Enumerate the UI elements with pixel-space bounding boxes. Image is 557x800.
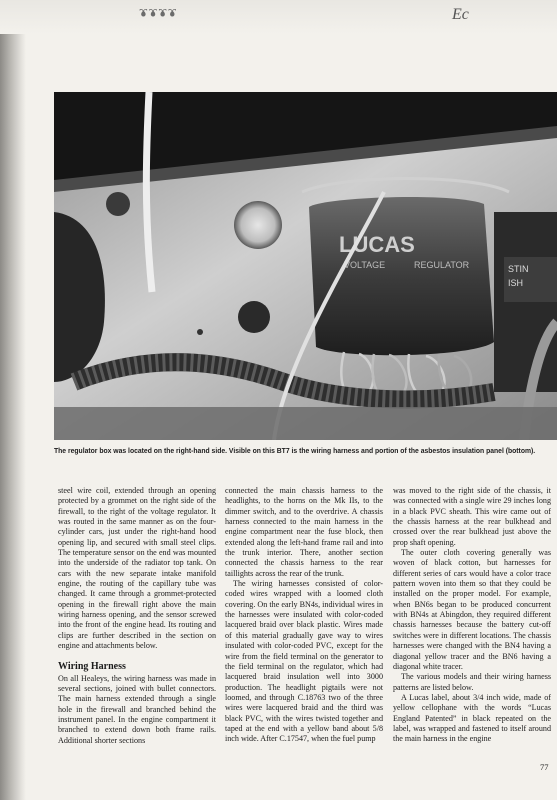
text-column-3 [393, 486, 551, 745]
photo-label-side-1: STIN [508, 264, 529, 274]
regulator-photo [54, 92, 557, 440]
photo-label-side-2: ISH [508, 278, 524, 288]
paragraph: The wiring harnesses consisted of color-coded wires wrapped with a loomed cloth covering. On the early BN4s, individual wires in the harnesses were insulated with color-coded lacquered braid over black plastic. Wires made of this material gradually gave way to wires insulated with color-coded PVC, except for the wire from the field terminal on the generator to the field terminal on the regulator, which had lacquered braid insulation well into 3000 production. The headlight pigtails were not loomed, and through C.18763 two of the three wires were lacquered braid and the third was black PVC, with the wires twisted together and taped at the end with a yellow band about 5/8 inch wide. After C.17547, when the fuel pump [225, 579, 383, 744]
photo-caption: The regulator box was located on the right-hand side. Visible on this BT7 is the wiring harness and portion of the asbestos insulation panel (bottom). [54, 446, 536, 455]
text-column-2 [225, 486, 383, 745]
photo-label-voltage: VOLTAGE [344, 260, 386, 270]
bleed-through-text-right: Ec [452, 6, 469, 23]
binding-shadow [0, 0, 26, 800]
text-column-1 [58, 486, 216, 746]
paragraph: A Lucas label, about 3/4 inch wide, made of yellow cellophane with the words “Lucas England Patented” in black repeated on the label, was wrapped and fastened to itself around the main harness in the engine [393, 692, 551, 744]
paragraph: steel wire coil, extended through an opening protected by a grommet on the right side of the firewall, to the right of the voltage regulator. It was routed in the same manner as on the four-cylinder cars, just under the right-hand hood opening lip, and secured with small steel clips. The temperature sensor on the end was mounted into the underside of the radiator top tank. On cars with the new separate intake manifold engine, the routing of the capillary tube was changed. It came through a grommet-protected opening in the firewall right above the main wiring harness opening, and the sensor screwed into the front of the engine head. Its routing and clips are further described in the section on engine and attachments below. [58, 486, 216, 651]
section-heading-wiring-harness: Wiring Harness [58, 660, 126, 672]
page-number: 77 [540, 762, 549, 772]
bleed-through-text-left: ᴥᴥᴥᴥ [138, 5, 177, 22]
photo-label-regulator: REGULATOR [414, 260, 470, 270]
paragraph: connected the main chassis harness to the headlights, to the horns on the Mk IIs, to the dimmer switch, and to the overdrive. A chassis harness connected to the main harness in the engine compartment near the fuse block, then extended along the left-hand frame rail and into the trunk interior. There, another section connected the chassis harness to the rear taillights across the rear of the trunk. [225, 486, 383, 578]
paragraph: The outer cloth covering generally was woven of black cotton, but harnesses for different series of cars would have a color trace pattern woven into them so that they could be installed on the proper model. For example, when BN6s began to be produced concurrent with BN4s at Abingdon, they required different chassis harnesses because the battery cut-off switches were in different locations. The chassis harnesses were changed with the BN4 having a diagonal yellow tracer and the BN6 having a diagonal white tracer. [393, 548, 551, 671]
paragraph: The various models and their wiring harness patterns are listed below. [393, 672, 551, 692]
paragraph: was moved to the right side of the chassis, it was connected with a single wire 29 inches long in a black PVC sheath. This wire came out of the chassis harness at the rear bulkhead and crossed over the rear bulkhead just above the prop shaft opening. [393, 486, 551, 547]
photo-label-lucas: LUCAS [339, 232, 415, 257]
paragraph: On all Healeys, the wiring harness was made in several sections, joined with bullet connectors. The main harness extended through a single hole in the firewall and branched behind the instrument panel. In the engine compartment it branched to extend down both frame rails. Additional shorter sections [58, 673, 216, 745]
top-bleed-area [0, 0, 557, 34]
